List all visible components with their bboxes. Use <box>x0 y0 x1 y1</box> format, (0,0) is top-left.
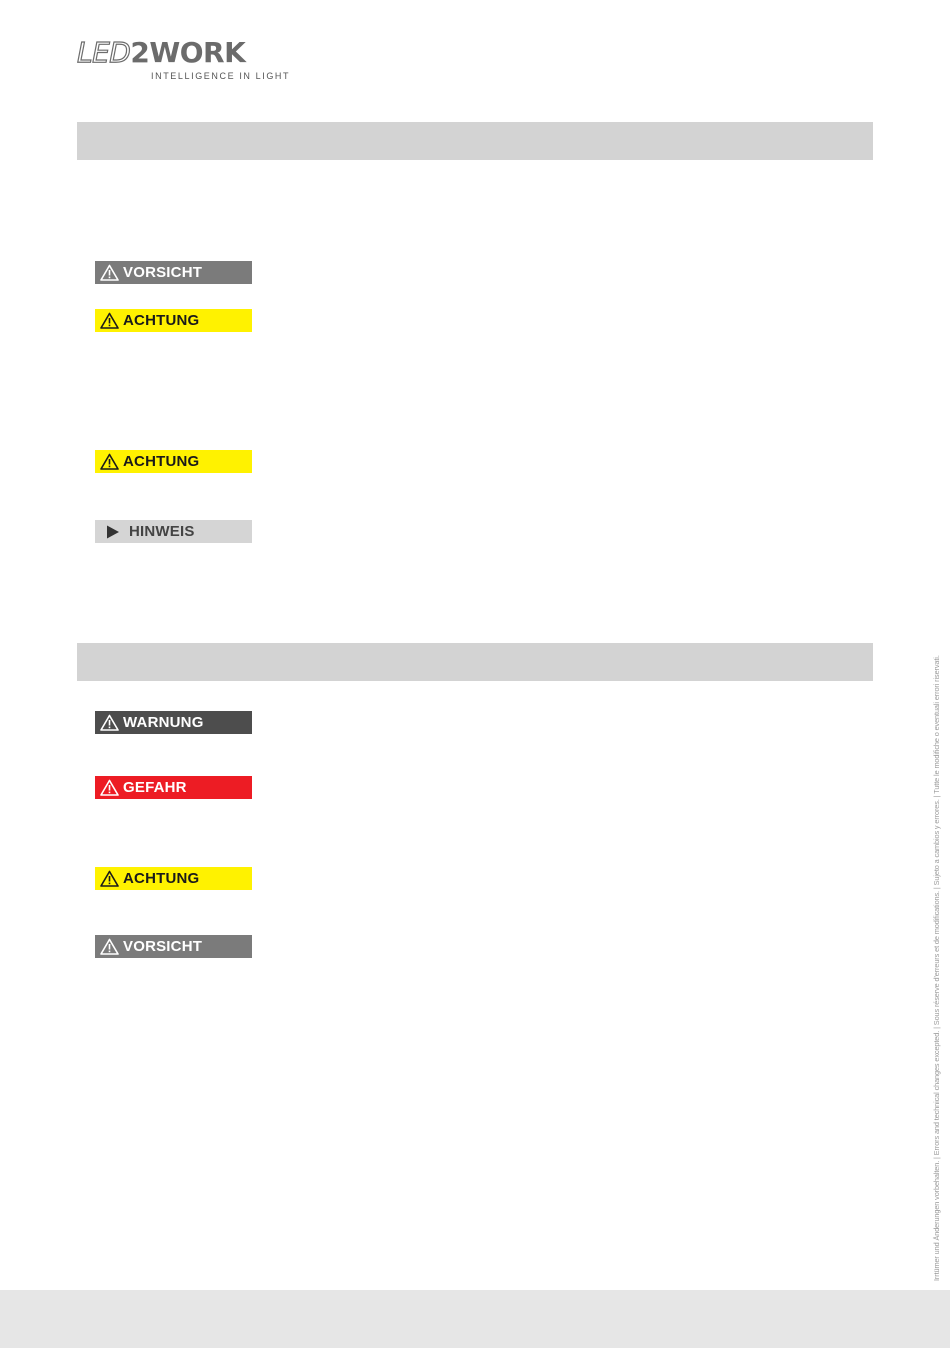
signal-label-achtung <box>95 867 252 890</box>
signal-label-text: ACHTUNG <box>123 453 200 470</box>
warning-triangle-icon <box>100 264 119 281</box>
signal-label-vorsicht <box>95 935 252 958</box>
warning-triangle-icon <box>100 938 119 955</box>
signal-label-achtung <box>95 450 252 473</box>
signal-label-hinweis <box>95 520 252 543</box>
signal-label-warnung <box>95 711 252 734</box>
signal-label-text: VORSICHT <box>123 264 203 281</box>
logo-wordmark <box>77 38 245 68</box>
warning-triangle-icon <box>100 870 119 887</box>
logo-tagline: INTELLIGENCE IN LIGHT <box>151 71 291 81</box>
section-header-bar-2 <box>77 643 873 681</box>
signal-label-text: HINWEIS <box>129 523 195 540</box>
warning-triangle-icon <box>100 779 119 796</box>
signal-label-text: VORSICHT <box>123 938 203 955</box>
section-header-bar-1 <box>77 122 873 160</box>
signal-label-gefahr <box>95 776 252 799</box>
logo-2work-text: 2WORK <box>130 36 246 69</box>
signal-label-vorsicht <box>95 261 252 284</box>
warning-triangle-icon <box>100 312 119 329</box>
company-logo <box>77 38 302 84</box>
signal-label-achtung <box>95 309 252 332</box>
signal-label-text: ACHTUNG <box>123 312 200 329</box>
warning-triangle-icon <box>100 453 119 470</box>
play-arrow-icon <box>105 524 121 540</box>
warning-triangle-icon <box>100 714 119 731</box>
disclaimer-vertical-text: Irrtümer und Änderungen vorbehalten. | Errors and technical changes excepted. | Sous réserve d'erreurs et de modifications. | Sujeto a cambios y errores. | Tutte le modifiche o eventuali errori riservati. <box>932 655 941 1281</box>
signal-label-text: ACHTUNG <box>123 870 200 887</box>
footer-band <box>0 1290 950 1348</box>
logo-led-text: LED <box>77 36 131 69</box>
signal-label-text: GEFAHR <box>123 779 187 796</box>
signal-label-text: WARNUNG <box>123 714 204 731</box>
